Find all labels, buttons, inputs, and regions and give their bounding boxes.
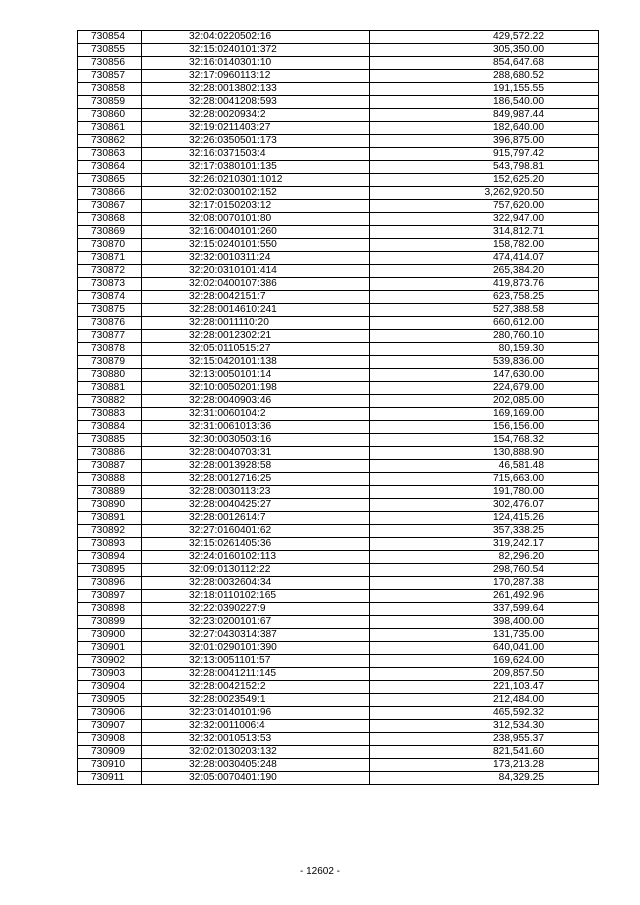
table-row: [78, 499, 599, 512]
table-body: [78, 31, 599, 785]
cadastral-number-cell: 32:05:0070401:190: [142, 772, 370, 785]
amount-cell: 182,640.00: [370, 122, 599, 135]
amount-cell: 169,624.00: [370, 655, 599, 668]
cadastral-number-cell: 32:09:0130112:22: [142, 564, 370, 577]
table-row: [78, 746, 599, 759]
table-row: [78, 551, 599, 564]
cadastral-number-cell: 32:22:0390227:9: [142, 603, 370, 616]
amount-cell: 314,812.71: [370, 226, 599, 239]
record-id-cell: 730880: [78, 369, 142, 382]
cadastral-number-cell: 32:28:0023549:1: [142, 694, 370, 707]
amount-cell: 154,768.32: [370, 434, 599, 447]
amount-cell: 212,484.00: [370, 694, 599, 707]
amount-cell: 915,797.42: [370, 148, 599, 161]
table-row: [78, 395, 599, 408]
record-id-cell: 730888: [78, 473, 142, 486]
cadastral-number-cell: 32:28:0041208:593: [142, 96, 370, 109]
cadastral-number-cell: 32:28:0012302:21: [142, 330, 370, 343]
table-row: [78, 161, 599, 174]
record-id-cell: 730911: [78, 772, 142, 785]
table-row: [78, 213, 599, 226]
table-row: [78, 122, 599, 135]
amount-cell: 465,592.32: [370, 707, 599, 720]
record-id-cell: 730867: [78, 200, 142, 213]
cadastral-number-cell: 32:10:0050201:198: [142, 382, 370, 395]
cadastral-number-cell: 32:13:0050101:14: [142, 369, 370, 382]
cadastral-number-cell: 32:28:0040903:46: [142, 395, 370, 408]
table-row: [78, 343, 599, 356]
table-row: [78, 759, 599, 772]
table-row: [78, 83, 599, 96]
cadastral-number-cell: 32:32:0011006:4: [142, 720, 370, 733]
cadastral-number-cell: 32:24:0160102:113: [142, 551, 370, 564]
record-id-cell: 730874: [78, 291, 142, 304]
record-id-cell: 730908: [78, 733, 142, 746]
cadastral-number-cell: 32:15:0240101:550: [142, 239, 370, 252]
amount-cell: 46,581.48: [370, 460, 599, 473]
amount-cell: 474,414.07: [370, 252, 599, 265]
amount-cell: 539,836.00: [370, 356, 599, 369]
table-row: [78, 720, 599, 733]
record-id-cell: 730884: [78, 421, 142, 434]
table-row: [78, 174, 599, 187]
cadastral-number-cell: 32:16:0371503:4: [142, 148, 370, 161]
cadastral-number-cell: 32:26:0350501:173: [142, 135, 370, 148]
cadastral-number-cell: 32:28:0011110:20: [142, 317, 370, 330]
cadastral-number-cell: 32:05:0110515:27: [142, 343, 370, 356]
cadastral-number-cell: 32:19:0211403:27: [142, 122, 370, 135]
amount-cell: 398,400.00: [370, 616, 599, 629]
record-id-cell: 730882: [78, 395, 142, 408]
table-row: [78, 369, 599, 382]
table-row: [78, 304, 599, 317]
amount-cell: 623,758.25: [370, 291, 599, 304]
amount-cell: 84,329.25: [370, 772, 599, 785]
cadastral-number-cell: 32:27:0430314:387: [142, 629, 370, 642]
table-row: [78, 590, 599, 603]
amount-cell: 298,760.54: [370, 564, 599, 577]
amount-cell: 261,492.96: [370, 590, 599, 603]
table-row: [78, 434, 599, 447]
cadastral-number-cell: 32:28:0042151:7: [142, 291, 370, 304]
record-id-cell: 730907: [78, 720, 142, 733]
amount-cell: 757,620.00: [370, 200, 599, 213]
table-row: [78, 330, 599, 343]
cadastral-number-cell: 32:28:0041211:145: [142, 668, 370, 681]
amount-cell: 322,947.00: [370, 213, 599, 226]
record-id-cell: 730891: [78, 512, 142, 525]
table-row: [78, 447, 599, 460]
amount-cell: 173,213.28: [370, 759, 599, 772]
table-row: [78, 538, 599, 551]
table-row: [78, 772, 599, 785]
record-id-cell: 730854: [78, 31, 142, 44]
record-id-cell: 730860: [78, 109, 142, 122]
cadastral-number-cell: 32:04:0220502:16: [142, 31, 370, 44]
table-row: [78, 408, 599, 421]
amount-cell: 3,262,920.50: [370, 187, 599, 200]
record-id-cell: 730875: [78, 304, 142, 317]
table-row: [78, 655, 599, 668]
table-row: [78, 187, 599, 200]
amount-cell: 82,296.20: [370, 551, 599, 564]
record-id-cell: 730894: [78, 551, 142, 564]
record-id-cell: 730877: [78, 330, 142, 343]
amount-cell: 288,680.52: [370, 70, 599, 83]
table-row: [78, 278, 599, 291]
amount-cell: 849,987.44: [370, 109, 599, 122]
table-row: [78, 707, 599, 720]
cadastral-number-cell: 32:23:0140101:96: [142, 707, 370, 720]
cadastral-number-cell: 32:30:0030503:16: [142, 434, 370, 447]
record-id-cell: 730881: [78, 382, 142, 395]
amount-cell: 186,540.00: [370, 96, 599, 109]
cadastral-number-cell: 32:28:0032604:34: [142, 577, 370, 590]
cadastral-number-cell: 32:31:0061013:36: [142, 421, 370, 434]
cadastral-number-cell: 32:20:0310101:414: [142, 265, 370, 278]
amount-cell: 191,155.55: [370, 83, 599, 96]
cadastral-number-cell: 32:28:0040425:27: [142, 499, 370, 512]
table-row: [78, 96, 599, 109]
page-number: - 12602 -: [299, 866, 341, 877]
record-id-cell: 730855: [78, 44, 142, 57]
table-row: [78, 681, 599, 694]
table-row: [78, 486, 599, 499]
cadastral-number-cell: 32:27:0160401:62: [142, 525, 370, 538]
record-id-cell: 730905: [78, 694, 142, 707]
cadastral-number-cell: 32:28:0013928:58: [142, 460, 370, 473]
cadastral-number-cell: 32:32:0010311:24: [142, 252, 370, 265]
record-id-cell: 730909: [78, 746, 142, 759]
record-id-cell: 730878: [78, 343, 142, 356]
table-row: [78, 239, 599, 252]
table-row: [78, 421, 599, 434]
amount-cell: 158,782.00: [370, 239, 599, 252]
table-row: [78, 226, 599, 239]
amount-cell: 238,955.37: [370, 733, 599, 746]
table-row: [78, 200, 599, 213]
record-id-cell: 730899: [78, 616, 142, 629]
amount-cell: 221,103.47: [370, 681, 599, 694]
amount-cell: 640,041.00: [370, 642, 599, 655]
record-id-cell: 730889: [78, 486, 142, 499]
record-id-cell: 730872: [78, 265, 142, 278]
table-row: [78, 135, 599, 148]
record-id-cell: 730883: [78, 408, 142, 421]
amount-cell: 169,169.00: [370, 408, 599, 421]
table-row: [78, 564, 599, 577]
record-id-cell: 730858: [78, 83, 142, 96]
record-id-cell: 730902: [78, 655, 142, 668]
table-row: [78, 668, 599, 681]
table-row: [78, 460, 599, 473]
table-row: [78, 252, 599, 265]
record-id-cell: 730871: [78, 252, 142, 265]
data-table: [77, 30, 599, 785]
amount-cell: 156,156.00: [370, 421, 599, 434]
amount-cell: 357,338.25: [370, 525, 599, 538]
amount-cell: 209,857.50: [370, 668, 599, 681]
amount-cell: 305,350.00: [370, 44, 599, 57]
cadastral-number-cell: 32:15:0240101:372: [142, 44, 370, 57]
cadastral-number-cell: 32:31:0060104:2: [142, 408, 370, 421]
record-id-cell: 730857: [78, 70, 142, 83]
record-id-cell: 730893: [78, 538, 142, 551]
record-id-cell: 730887: [78, 460, 142, 473]
amount-cell: 312,534.30: [370, 720, 599, 733]
record-id-cell: 730873: [78, 278, 142, 291]
record-id-cell: 730901: [78, 642, 142, 655]
amount-cell: 265,384.20: [370, 265, 599, 278]
cadastral-number-cell: 32:02:0300102:152: [142, 187, 370, 200]
amount-cell: 170,287.38: [370, 577, 599, 590]
table-row: [78, 265, 599, 278]
record-id-cell: 730897: [78, 590, 142, 603]
table-row: [78, 109, 599, 122]
table-row: [78, 317, 599, 330]
amount-cell: 152,625.20: [370, 174, 599, 187]
cadastral-number-cell: 32:23:0200101:67: [142, 616, 370, 629]
amount-cell: 715,663.00: [370, 473, 599, 486]
amount-cell: 527,388.58: [370, 304, 599, 317]
record-id-cell: 730900: [78, 629, 142, 642]
amount-cell: 147,630.00: [370, 369, 599, 382]
amount-cell: 337,599.64: [370, 603, 599, 616]
table-row: [78, 525, 599, 538]
table-row: [78, 31, 599, 44]
record-id-cell: 730868: [78, 213, 142, 226]
record-id-cell: 730861: [78, 122, 142, 135]
cadastral-number-cell: 32:28:0012716:25: [142, 473, 370, 486]
amount-cell: 660,612.00: [370, 317, 599, 330]
amount-cell: 543,798.81: [370, 161, 599, 174]
cadastral-number-cell: 32:18:0110102:165: [142, 590, 370, 603]
record-id-cell: 730869: [78, 226, 142, 239]
amount-cell: 202,085.00: [370, 395, 599, 408]
record-id-cell: 730896: [78, 577, 142, 590]
record-id-cell: 730910: [78, 759, 142, 772]
amount-cell: 821,541.60: [370, 746, 599, 759]
cadastral-number-cell: 32:16:0140301:10: [142, 57, 370, 70]
record-id-cell: 730890: [78, 499, 142, 512]
cadastral-number-cell: 32:28:0030113:23: [142, 486, 370, 499]
amount-cell: 191,780.00: [370, 486, 599, 499]
cadastral-number-cell: 32:32:0010513:53: [142, 733, 370, 746]
cadastral-number-cell: 32:17:0380101:135: [142, 161, 370, 174]
amount-cell: 130,888.90: [370, 447, 599, 460]
cadastral-number-cell: 32:16:0040101:260: [142, 226, 370, 239]
record-id-cell: 730876: [78, 317, 142, 330]
table-row: [78, 642, 599, 655]
amount-cell: 224,679.00: [370, 382, 599, 395]
table-row: [78, 694, 599, 707]
record-id-cell: 730906: [78, 707, 142, 720]
cadastral-number-cell: 32:28:0013802:133: [142, 83, 370, 96]
amount-cell: 429,572.22: [370, 31, 599, 44]
table-row: [78, 57, 599, 70]
table-row: [78, 616, 599, 629]
table-row: [78, 512, 599, 525]
record-id-cell: 730862: [78, 135, 142, 148]
amount-cell: 419,873.76: [370, 278, 599, 291]
cadastral-number-cell: 32:02:0400107:386: [142, 278, 370, 291]
record-id-cell: 730866: [78, 187, 142, 200]
amount-cell: 854,647.68: [370, 57, 599, 70]
record-id-cell: 730904: [78, 681, 142, 694]
table-row: [78, 603, 599, 616]
table-row: [78, 70, 599, 83]
table-row: [78, 356, 599, 369]
table-row: [78, 577, 599, 590]
table-row: [78, 629, 599, 642]
table-row: [78, 148, 599, 161]
cadastral-number-cell: 32:08:0070101:80: [142, 213, 370, 226]
record-id-cell: 730892: [78, 525, 142, 538]
amount-cell: 124,415.26: [370, 512, 599, 525]
amount-cell: 302,476.07: [370, 499, 599, 512]
cadastral-number-cell: 32:15:0420101:138: [142, 356, 370, 369]
record-id-cell: 730885: [78, 434, 142, 447]
cadastral-number-cell: 32:02:0130203:132: [142, 746, 370, 759]
cadastral-number-cell: 32:17:0150203:12: [142, 200, 370, 213]
table-row: [78, 473, 599, 486]
cadastral-number-cell: 32:28:0012614:7: [142, 512, 370, 525]
cadastral-number-cell: 32:15:0261405:36: [142, 538, 370, 551]
cadastral-number-cell: 32:17:0960113:12: [142, 70, 370, 83]
record-id-cell: 730856: [78, 57, 142, 70]
record-id-cell: 730895: [78, 564, 142, 577]
cadastral-number-cell: 32:28:0014610:241: [142, 304, 370, 317]
record-id-cell: 730864: [78, 161, 142, 174]
table-row: [78, 44, 599, 57]
cadastral-number-cell: 32:01:0290101:390: [142, 642, 370, 655]
amount-cell: 396,875.00: [370, 135, 599, 148]
amount-cell: 80,159.30: [370, 343, 599, 356]
record-id-cell: 730870: [78, 239, 142, 252]
cadastral-number-cell: 32:28:0020934:2: [142, 109, 370, 122]
cadastral-number-cell: 32:28:0040703:31: [142, 447, 370, 460]
amount-cell: 280,760.10: [370, 330, 599, 343]
cadastral-number-cell: 32:28:0030405:248: [142, 759, 370, 772]
record-id-cell: 730903: [78, 668, 142, 681]
record-id-cell: 730898: [78, 603, 142, 616]
record-id-cell: 730863: [78, 148, 142, 161]
table-row: [78, 733, 599, 746]
cadastral-number-cell: 32:28:0042152:2: [142, 681, 370, 694]
table-row: [78, 382, 599, 395]
table-row: [78, 291, 599, 304]
cadastral-number-cell: 32:26:0210301:1012: [142, 174, 370, 187]
amount-cell: 131,735.00: [370, 629, 599, 642]
record-id-cell: 730865: [78, 174, 142, 187]
cadastral-number-cell: 32:13:0051101:57: [142, 655, 370, 668]
amount-cell: 319,242.17: [370, 538, 599, 551]
record-id-cell: 730886: [78, 447, 142, 460]
record-id-cell: 730879: [78, 356, 142, 369]
record-id-cell: 730859: [78, 96, 142, 109]
